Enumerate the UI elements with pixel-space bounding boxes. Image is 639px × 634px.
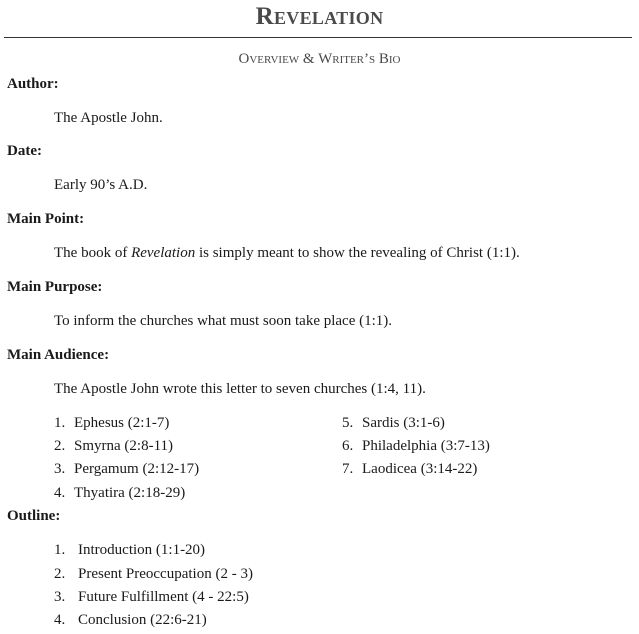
list-item (54, 587, 249, 607)
list-item (54, 564, 253, 584)
list-item (54, 483, 185, 503)
church-label: Sardis (3:1-6) (362, 415, 445, 431)
list-item (54, 459, 199, 479)
outline-heading: Outline: (7, 508, 61, 524)
church-number: 7. (342, 461, 354, 477)
list-item (54, 540, 205, 560)
outline-number: 1. (54, 542, 66, 558)
church-label: Ephesus (2:1-7) (74, 415, 170, 431)
list-item (342, 436, 490, 456)
main-point-text (54, 243, 520, 263)
outline-label: Conclusion (22:6-21) (78, 612, 207, 628)
date-heading: Date: (7, 143, 42, 159)
author-heading: Author: (7, 76, 59, 92)
main-point-heading: Main Point: (7, 211, 85, 227)
church-label: Philadelphia (3:7-13) (362, 438, 490, 454)
outline-label: Introduction (1:1-20) (78, 542, 206, 558)
document-title: Revelation (255, 3, 384, 30)
list-item (54, 610, 207, 630)
outline-number: 3. (54, 589, 66, 605)
church-label: Smyrna (2:8-11) (74, 438, 174, 454)
list-item (54, 436, 173, 456)
main-purpose-heading: Main Purpose: (7, 279, 103, 295)
document-subtitle: Overview & Writer’s Bio (238, 51, 401, 67)
outline-label: Future Fulfillment (4 - 22:5) (78, 589, 249, 605)
church-number: 6. (342, 438, 354, 454)
list-item (54, 413, 169, 433)
title-divider (4, 37, 632, 38)
church-label: Laodicea (3:14-22) (362, 461, 478, 477)
date-text: Early 90’s A.D. (54, 177, 148, 193)
list-item (342, 459, 477, 479)
church-label: Pergamum (2:12-17) (74, 461, 200, 477)
main-purpose-text: To inform the churches what must soon take place (1:1). (54, 313, 393, 329)
main-audience-text: The Apostle John wrote this letter to seven churches (1:4, 11). (54, 381, 426, 397)
church-number: 2. (54, 438, 66, 454)
author-text: The Apostle John. (54, 110, 163, 126)
church-number: 1. (54, 415, 66, 431)
main-point-text-after: is simply meant to show the revealing of Christ (1:1). (195, 245, 520, 261)
outline-label: Present Preoccupation (2 - 3) (78, 566, 253, 582)
main-audience-heading: Main Audience: (7, 347, 110, 363)
church-number: 5. (342, 415, 354, 431)
main-point-text-before: The book of (54, 245, 132, 261)
outline-number: 2. (54, 566, 66, 582)
outline-number: 4. (54, 612, 66, 628)
church-number: 3. (54, 461, 66, 477)
church-label: Thyatira (2:18-29) (74, 485, 186, 501)
main-point-book-title: Revelation (131, 245, 196, 261)
list-item (342, 413, 445, 433)
church-number: 4. (54, 485, 66, 501)
